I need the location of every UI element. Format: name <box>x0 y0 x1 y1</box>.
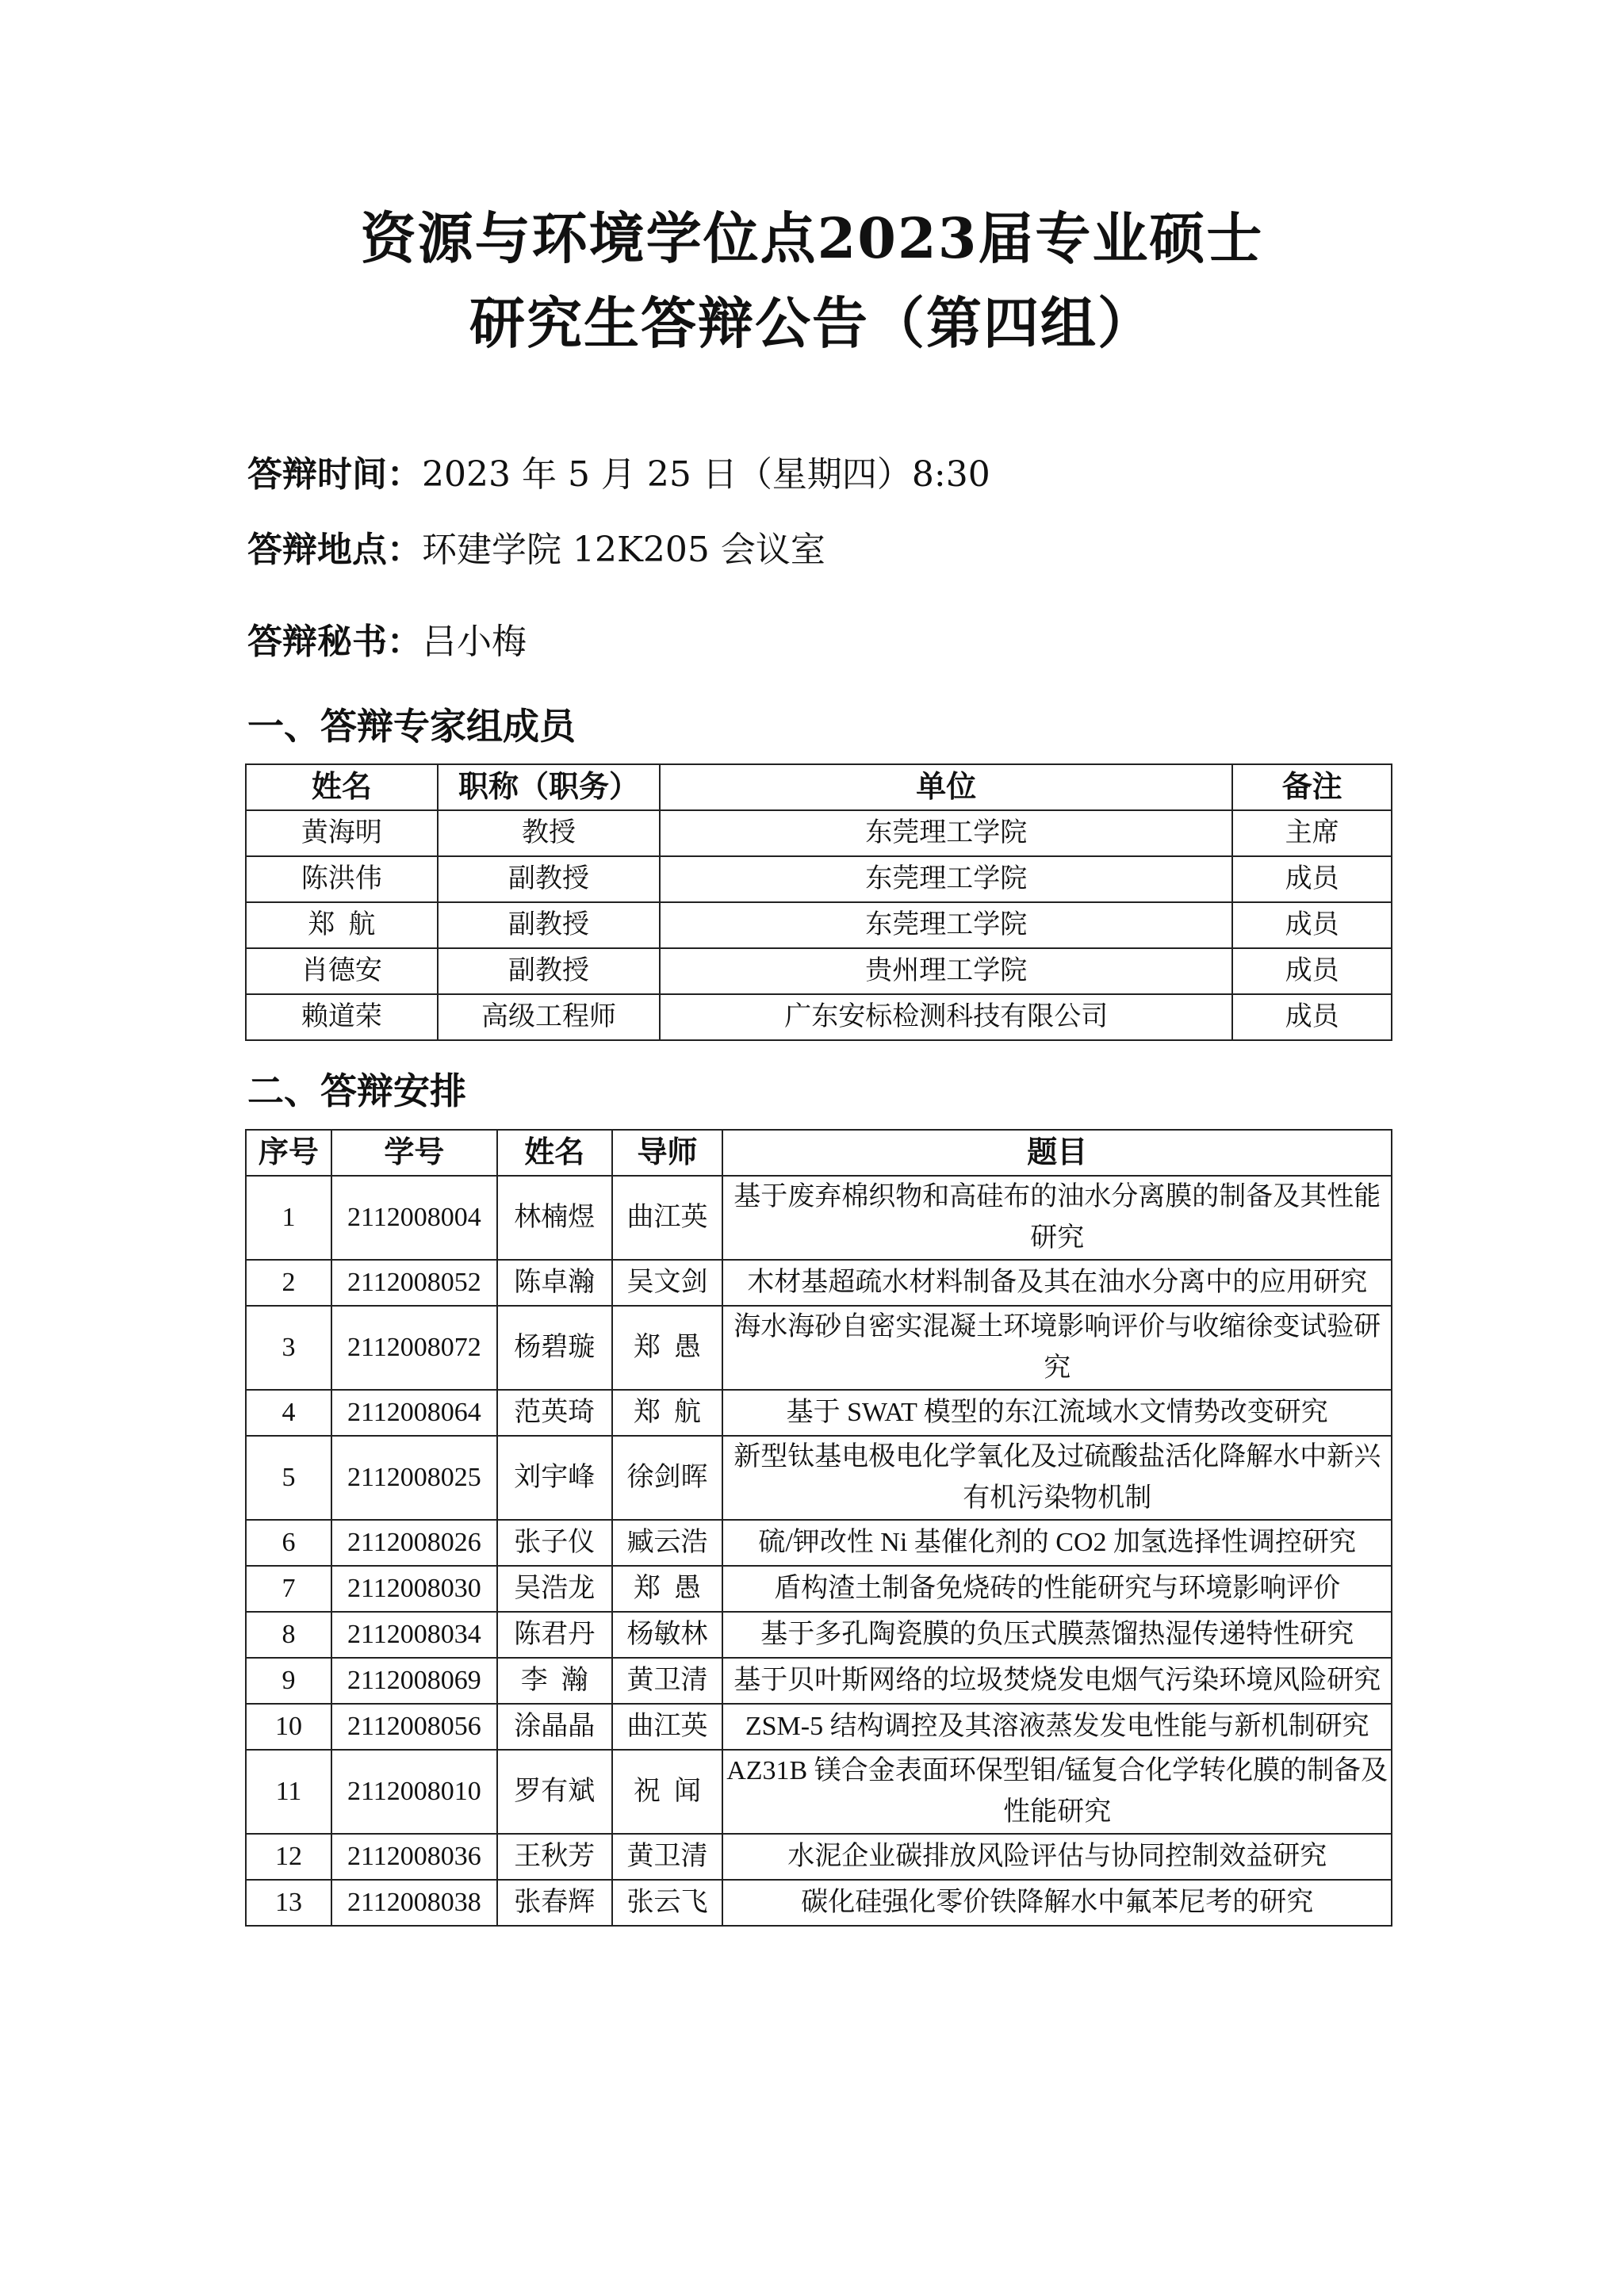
cell-topic: 基于贝叶斯网络的垃圾焚烧发电烟气污染环境风险研究 <box>722 1658 1392 1704</box>
cell-organization: 广东安标检测科技有限公司 <box>660 994 1232 1040</box>
cell-student-id: 2112008010 <box>331 1750 497 1834</box>
cell-student-id: 2112008056 <box>331 1704 497 1750</box>
cell-student-id: 2112008038 <box>331 1880 497 1926</box>
cell-student-id: 2112008064 <box>331 1390 497 1436</box>
cell-student-id: 2112008025 <box>331 1436 497 1520</box>
cell-advisor: 黄卫清 <box>612 1834 723 1880</box>
cell-advisor: 郑 愚 <box>612 1566 723 1612</box>
cell-name: 郑 航 <box>246 902 438 948</box>
cell-organization: 东莞理工学院 <box>660 810 1232 856</box>
table-row <box>246 902 1392 948</box>
cell-name: 赖道荣 <box>246 994 438 1040</box>
table-row <box>246 1436 1392 1520</box>
cell-advisor: 黄卫清 <box>612 1658 723 1704</box>
cell-topic: 盾构渣土制备免烧砖的性能研究与环境影响评价 <box>722 1566 1392 1612</box>
table-row <box>246 1658 1392 1704</box>
column-header-title: 职称（职务） <box>438 764 661 810</box>
column-header-topic: 题目 <box>722 1130 1392 1176</box>
cell-name: 林楠煜 <box>497 1176 612 1260</box>
cell-name: 陈君丹 <box>497 1612 612 1658</box>
cell-index: 13 <box>246 1880 331 1926</box>
column-header-student-id: 学号 <box>331 1130 497 1176</box>
cell-name: 刘宇峰 <box>497 1436 612 1520</box>
column-header-organization: 单位 <box>660 764 1232 810</box>
cell-title: 高级工程师 <box>438 994 661 1040</box>
cell-index: 5 <box>246 1436 331 1520</box>
cell-advisor: 郑 愚 <box>612 1306 723 1390</box>
cell-name: 涂晶晶 <box>497 1704 612 1750</box>
column-header-role: 备注 <box>1232 764 1392 810</box>
table-header-row <box>246 1130 1392 1176</box>
cell-advisor: 祝 闻 <box>612 1750 723 1834</box>
cell-name: 范英琦 <box>497 1390 612 1436</box>
cell-index: 8 <box>246 1612 331 1658</box>
cell-name: 罗有斌 <box>497 1750 612 1834</box>
cell-role: 成员 <box>1232 948 1392 994</box>
cell-title: 教授 <box>438 810 661 856</box>
cell-advisor: 吴文剑 <box>612 1260 723 1306</box>
cell-index: 4 <box>246 1390 331 1436</box>
info-label: 答辩地点： <box>247 530 422 570</box>
cell-topic: 基于 SWAT 模型的东江流域水文情势改变研究 <box>722 1390 1392 1436</box>
cell-student-id: 2112008030 <box>331 1566 497 1612</box>
cell-advisor: 徐剑晖 <box>612 1436 723 1520</box>
cell-organization: 贵州理工学院 <box>660 948 1232 994</box>
cell-student-id: 2112008004 <box>331 1176 497 1260</box>
cell-name: 张子仪 <box>497 1520 612 1566</box>
cell-student-id: 2112008036 <box>331 1834 497 1880</box>
cell-title: 副教授 <box>438 948 661 994</box>
defense-time <box>247 446 990 496</box>
cell-role: 成员 <box>1232 902 1392 948</box>
section-experts-heading: 一、答辩专家组成员 <box>247 705 576 748</box>
cell-title: 副教授 <box>438 856 661 902</box>
cell-index: 3 <box>246 1306 331 1390</box>
cell-index: 12 <box>246 1834 331 1880</box>
cell-index: 10 <box>246 1704 331 1750</box>
cell-advisor: 张云飞 <box>612 1880 723 1926</box>
table-row <box>246 1520 1392 1566</box>
cell-topic: AZ31B 镁合金表面环保型钼/锰复合化学转化膜的制备及性能研究 <box>722 1750 1392 1834</box>
column-header-advisor: 导师 <box>612 1130 723 1176</box>
cell-student-id: 2112008052 <box>331 1260 497 1306</box>
table-row <box>246 1390 1392 1436</box>
cell-student-id: 2112008026 <box>331 1520 497 1566</box>
defense-secretary <box>247 613 527 664</box>
cell-student-id: 2112008034 <box>331 1612 497 1658</box>
cell-name: 张春辉 <box>497 1880 612 1926</box>
table-row <box>246 1750 1392 1834</box>
table-row <box>246 948 1392 994</box>
cell-advisor: 郑 航 <box>612 1390 723 1436</box>
cell-advisor: 臧云浩 <box>612 1520 723 1566</box>
cell-index: 6 <box>246 1520 331 1566</box>
cell-topic: 水泥企业碳排放风险评估与协同控制效益研究 <box>722 1834 1392 1880</box>
cell-index: 7 <box>246 1566 331 1612</box>
cell-index: 1 <box>246 1176 331 1260</box>
cell-advisor: 杨敏林 <box>612 1612 723 1658</box>
cell-advisor: 曲江英 <box>612 1704 723 1750</box>
info-label: 答辩秘书： <box>247 622 422 662</box>
defense-location <box>247 521 825 572</box>
table-row <box>246 1880 1392 1926</box>
cell-name: 陈卓瀚 <box>497 1260 612 1306</box>
table-row <box>246 1834 1392 1880</box>
table-row <box>246 1704 1392 1750</box>
table-row <box>246 994 1392 1040</box>
cell-organization: 东莞理工学院 <box>660 902 1232 948</box>
cell-topic: ZSM-5 结构调控及其溶液蒸发发电性能与新机制研究 <box>722 1704 1392 1750</box>
table-row <box>246 1306 1392 1390</box>
cell-organization: 东莞理工学院 <box>660 856 1232 902</box>
column-header-name: 姓名 <box>497 1130 612 1176</box>
table-row <box>246 1260 1392 1306</box>
table-row <box>246 1566 1392 1612</box>
section-schedule-heading: 二、答辩安排 <box>247 1070 466 1112</box>
info-value: 环建学院 12K205 会议室 <box>422 530 825 570</box>
cell-index: 9 <box>246 1658 331 1704</box>
cell-topic: 碳化硅强化零价铁降解水中氟苯尼考的研究 <box>722 1880 1392 1926</box>
table-header-row <box>246 764 1392 810</box>
title-line-2: 研究生答辩公告（第四组） <box>469 290 1155 356</box>
cell-topic: 海水海砂自密实混凝土环境影响评价与收缩徐变试验研究 <box>722 1306 1392 1390</box>
cell-title: 副教授 <box>438 902 661 948</box>
table-row <box>246 856 1392 902</box>
cell-name: 杨碧璇 <box>497 1306 612 1390</box>
cell-name: 王秋芳 <box>497 1834 612 1880</box>
cell-role: 成员 <box>1232 994 1392 1040</box>
table-row <box>246 1612 1392 1658</box>
cell-role: 主席 <box>1232 810 1392 856</box>
cell-topic: 硫/钾改性 Ni 基催化剂的 CO2 加氢选择性调控研究 <box>722 1520 1392 1566</box>
cell-index: 11 <box>246 1750 331 1834</box>
cell-name: 陈洪伟 <box>246 856 438 902</box>
info-label: 答辩时间： <box>247 454 422 495</box>
info-value: 2023 年 5 月 25 日（星期四）8:30 <box>422 454 990 495</box>
cell-topic: 基于多孔陶瓷膜的负压式膜蒸馏热湿传递特性研究 <box>722 1612 1392 1658</box>
info-value: 吕小梅 <box>422 622 527 662</box>
experts-table <box>245 763 1392 1041</box>
cell-topic: 基于废弃棉织物和高硅布的油水分离膜的制备及其性能研究 <box>722 1176 1392 1260</box>
cell-topic: 新型钛基电极电化学氧化及过硫酸盐活化降解水中新兴有机污染物机制 <box>722 1436 1392 1520</box>
column-header-name: 姓名 <box>246 764 438 810</box>
cell-topic: 木材基超疏水材料制备及其在油水分离中的应用研究 <box>722 1260 1392 1306</box>
table-row <box>246 810 1392 856</box>
schedule-table <box>245 1129 1392 1927</box>
cell-advisor: 曲江英 <box>612 1176 723 1260</box>
cell-index: 2 <box>246 1260 331 1306</box>
cell-student-id: 2112008069 <box>331 1658 497 1704</box>
column-header-index: 序号 <box>246 1130 331 1176</box>
cell-name: 吴浩龙 <box>497 1566 612 1612</box>
cell-name: 李 瀚 <box>497 1658 612 1704</box>
cell-name: 肖德安 <box>246 948 438 994</box>
table-row <box>246 1176 1392 1260</box>
cell-student-id: 2112008072 <box>331 1306 497 1390</box>
cell-role: 成员 <box>1232 856 1392 902</box>
cell-name: 黄海明 <box>246 810 438 856</box>
title-line-1: 资源与环境学位点2023届专业硕士 <box>360 205 1264 271</box>
